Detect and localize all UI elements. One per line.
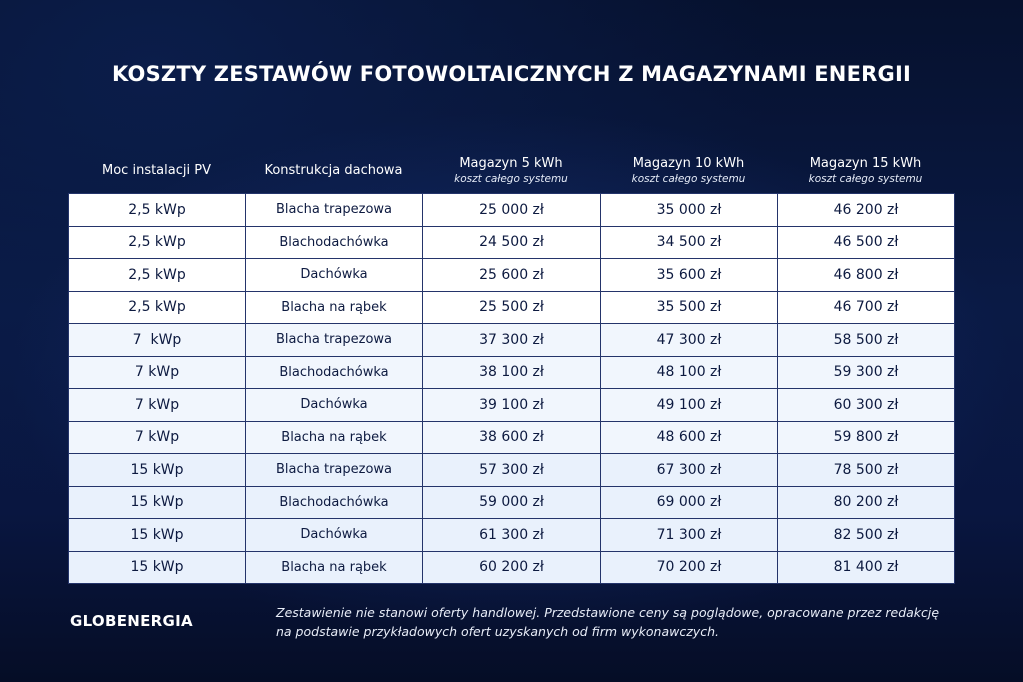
cell-magazyn-15: 82 500 zł [778, 519, 955, 552]
cell-magazyn-10: 35 000 zł [601, 194, 778, 227]
table-row [69, 421, 955, 454]
header-konstrukcja [245, 148, 422, 192]
table-row [69, 259, 955, 292]
table-row [69, 356, 955, 389]
cell-magazyn-5: 25 000 zł [423, 194, 601, 227]
cell-magazyn-10: 49 100 zł [601, 389, 778, 422]
cell-magazyn-10: 71 300 zł [601, 519, 778, 552]
cell-konstrukcja: Dachówka [246, 389, 423, 422]
cell-magazyn-15: 59 800 zł [778, 421, 955, 454]
cell-magazyn-10: 69 000 zł [601, 486, 778, 519]
cell-magazyn-15: 60 300 zł [778, 389, 955, 422]
cell-magazyn-5: 39 100 zł [423, 389, 601, 422]
cell-magazyn-10: 48 100 zł [601, 356, 778, 389]
cell-konstrukcja: Dachówka [246, 259, 423, 292]
cell-moc: 15 kWp [69, 486, 246, 519]
cell-konstrukcja: Blacha trapezowa [246, 194, 423, 227]
header-moc-label: Moc instalacji PV [102, 162, 211, 178]
cost-table [68, 193, 955, 584]
cell-moc: 15 kWp [69, 454, 246, 487]
cell-moc: 2,5 kWp [69, 259, 246, 292]
cell-magazyn-5: 61 300 zł [423, 519, 601, 552]
cell-magazyn-10: 34 500 zł [601, 226, 778, 259]
table-row [69, 291, 955, 324]
cell-magazyn-10: 70 200 zł [601, 551, 778, 584]
cell-konstrukcja: Blacha na rąbek [246, 551, 423, 584]
header-magazyn-10 [600, 148, 777, 192]
header-magazyn-15 [777, 148, 954, 192]
table-row [69, 389, 955, 422]
cell-moc: 2,5 kWp [69, 194, 246, 227]
cell-moc: 7 kWp [69, 324, 246, 357]
cell-moc: 7 kWp [69, 389, 246, 422]
table-row [69, 194, 955, 227]
cell-konstrukcja: Blacha trapezowa [246, 324, 423, 357]
table-row [69, 324, 955, 357]
table-row [69, 551, 955, 584]
header-magazyn-5-label: Magazyn 5 kWh [459, 155, 563, 171]
table-row [69, 226, 955, 259]
cell-konstrukcja: Blacha trapezowa [246, 454, 423, 487]
globenergia-logo: GLOBENERGIA [70, 612, 193, 630]
cell-moc: 7 kWp [69, 421, 246, 454]
cell-magazyn-5: 60 200 zł [423, 551, 601, 584]
cell-magazyn-15: 59 300 zł [778, 356, 955, 389]
cell-magazyn-10: 35 600 zł [601, 259, 778, 292]
cell-moc: 2,5 kWp [69, 226, 246, 259]
header-magazyn-10-sub: koszt całego systemu [631, 172, 746, 185]
cell-magazyn-15: 46 500 zł [778, 226, 955, 259]
footnote-disclaimer: Zestawienie nie stanowi oferty handlowej. Przedstawione ceny są poglądowe, opracowane przez redakcję na podstawie przykładowych ofert uzyskanych od firm wykonawczych. [276, 605, 940, 639]
cell-moc: 7 kWp [69, 356, 246, 389]
cell-moc: 15 kWp [69, 551, 246, 584]
cell-magazyn-10: 47 300 zł [601, 324, 778, 357]
cell-magazyn-5: 24 500 zł [423, 226, 601, 259]
page-title: KOSZTY ZESTAWÓW FOTOWOLTAICZNYCH Z MAGAZYNAMI ENERGII [112, 62, 911, 86]
cell-magazyn-15: 46 800 zł [778, 259, 955, 292]
cell-magazyn-15: 46 200 zł [778, 194, 955, 227]
cell-magazyn-15: 80 200 zł [778, 486, 955, 519]
cell-magazyn-15: 46 700 zł [778, 291, 955, 324]
header-magazyn-5 [422, 148, 600, 192]
cell-konstrukcja: Blachodachówka [246, 486, 423, 519]
cell-magazyn-15: 78 500 zł [778, 454, 955, 487]
cell-magazyn-15: 81 400 zł [778, 551, 955, 584]
cell-moc: 15 kWp [69, 519, 246, 552]
cell-magazyn-5: 38 600 zł [423, 421, 601, 454]
cell-moc: 2,5 kWp [69, 291, 246, 324]
header-magazyn-15-sub: koszt całego systemu [808, 172, 923, 185]
cell-magazyn-5: 57 300 zł [423, 454, 601, 487]
cell-magazyn-5: 37 300 zł [423, 324, 601, 357]
cell-konstrukcja: Blachodachówka [246, 356, 423, 389]
header-konstrukcja-label: Konstrukcja dachowa [264, 162, 403, 178]
cell-magazyn-10: 35 500 zł [601, 291, 778, 324]
table-row [69, 486, 955, 519]
table-header [68, 148, 954, 192]
cell-magazyn-10: 48 600 zł [601, 421, 778, 454]
table-row [69, 519, 955, 552]
table-row [69, 454, 955, 487]
cell-konstrukcja: Blacha na rąbek [246, 291, 423, 324]
cell-magazyn-15: 58 500 zł [778, 324, 955, 357]
cell-konstrukcja: Dachówka [246, 519, 423, 552]
cell-magazyn-10: 67 300 zł [601, 454, 778, 487]
cell-konstrukcja: Blachodachówka [246, 226, 423, 259]
header-magazyn-15-label: Magazyn 15 kWh [809, 155, 922, 171]
header-magazyn-10-label: Magazyn 10 kWh [632, 155, 745, 171]
cell-konstrukcja: Blacha na rąbek [246, 421, 423, 454]
cell-magazyn-5: 59 000 zł [423, 486, 601, 519]
cell-magazyn-5: 25 600 zł [423, 259, 601, 292]
cell-magazyn-5: 38 100 zł [423, 356, 601, 389]
cell-magazyn-5: 25 500 zł [423, 291, 601, 324]
header-magazyn-5-sub: koszt całego systemu [454, 172, 568, 185]
header-moc [68, 148, 245, 192]
